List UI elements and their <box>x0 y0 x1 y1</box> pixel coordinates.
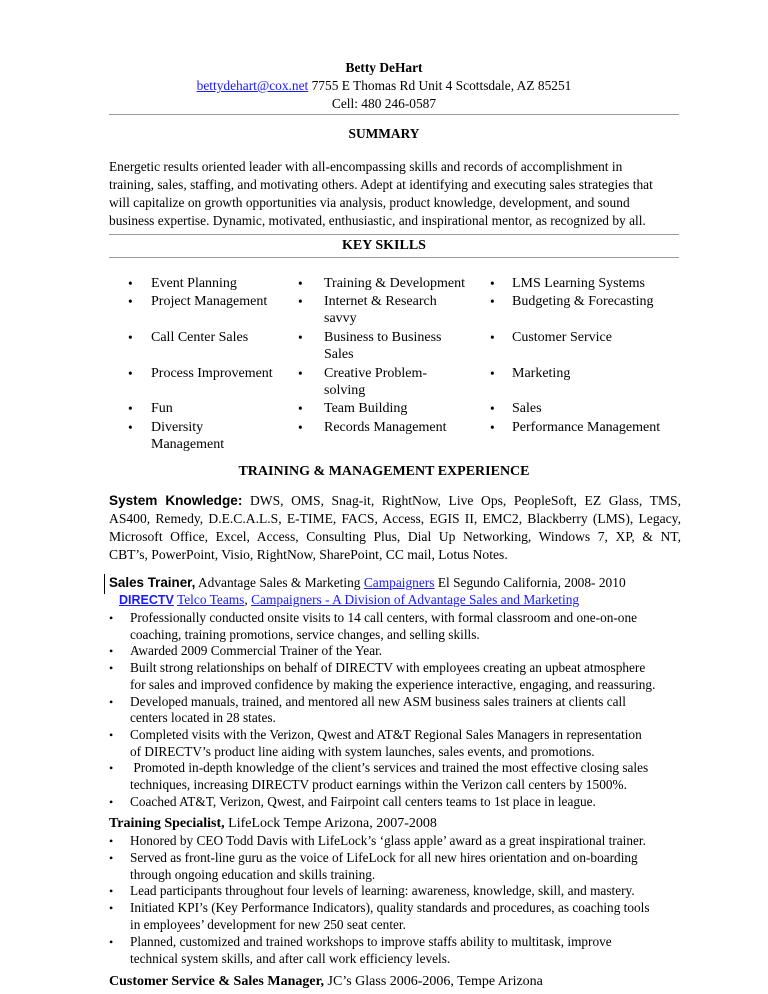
bullet-icon: • <box>109 850 114 865</box>
skill-item: Sales <box>324 347 354 362</box>
skill-bullet-icon: • <box>490 294 495 309</box>
training-specialist-title: Training Specialist, <box>109 816 225 831</box>
bullet-text: Honored by CEO Todd Davis with LifeLock’s ‘glass apple’ award as a great inspirational trainer. <box>130 833 646 848</box>
skill-item: Diversity <box>151 420 204 435</box>
key-skills-divider <box>109 257 679 258</box>
skill-item: savvy <box>324 311 357 326</box>
system-knowledge-line: Microsoft Office, Excel, Access, Consulting Plus, Dial Up Networking, Windows 7, XP, & NT, <box>109 529 681 544</box>
skill-item: Process Improvement <box>151 366 273 381</box>
bullet-text: Developed manuals, trained, and mentored all new ASM business sales trainers at clients call <box>130 693 626 709</box>
bullet-icon: • <box>109 661 114 676</box>
bullet-text: for sales and improved confidence by making the experience interactive, engaging, and reassuring. <box>130 676 656 692</box>
address-text: 7755 E Thomas Rd Unit 4 Scottsdale, AZ 85251 <box>311 78 572 93</box>
bullet-text: Coached AT&T, Verizon, Qwest, and Fairpoint call centers teams to 1st place in league. <box>130 793 596 809</box>
system-knowledge-line: CBT’s, PowerPoint, Visio, RightNow, SharePoint, CC mail, Lotus Notes. <box>109 547 508 562</box>
bullet-text: in employees’ development for new 250 seat center. <box>130 917 406 932</box>
change-bar <box>104 574 105 594</box>
skill-item: Sales <box>512 401 542 416</box>
bullet-text: Awarded 2009 Commercial Trainer of the Year. <box>130 643 383 659</box>
summary-line: Energetic results oriented leader with all-encompassing skills and records of accomplishment in <box>109 159 623 174</box>
skill-bullet-icon: • <box>128 420 133 435</box>
skill-item: solving <box>324 383 366 398</box>
skill-bullet-icon: • <box>298 366 303 381</box>
cell-phone: Cell: 480 246-0587 <box>331 96 437 111</box>
bullet-text: Professionally conducted onsite visits to 14 call centers, with formal classroom and one-on-one <box>130 610 638 625</box>
system-knowledge-label: System Knowledge: <box>109 493 243 508</box>
campaigners-division-link[interactable]: Campaigners - A Division of Advantage Sales and Marketing <box>251 592 580 607</box>
email-link[interactable]: bettydehart@cox.net <box>196 78 309 93</box>
system-knowledge-line: System Knowledge: DWS, OMS, Snag-it, RightNow, Live Ops, PeopleSoft, EZ Glass, TMS, <box>109 493 682 508</box>
bullet-text: through ongoing education and skills training. <box>130 866 376 882</box>
skill-bullet-icon: • <box>128 366 133 381</box>
summary-line: training, sales, staffing, and motivating others. Adept at identifying and executing sales strategies that <box>109 177 653 192</box>
system-knowledge-line: AS400, Remedy, D.E.C.A.L.S, E-TIME, FACS, Access, EGIS II, EMC2, Blackberry (LMS), Legacy, <box>109 511 681 526</box>
cs-manager-title-line: Customer Service & Sales Manager, JC’s Glass 2006-2006, Tempe Arizona <box>109 974 543 989</box>
bullet-icon: • <box>109 934 114 949</box>
bullet-text: Served as front-line guru as the voice of LifeLock for all new hires orientation and on-boarding <box>130 849 638 865</box>
skill-bullet-icon: • <box>128 276 133 291</box>
bullet-text: of DIRECTV’s product line aiding with system launches, sales events, and promotions. <box>130 743 595 759</box>
bullet-icon: • <box>109 884 114 899</box>
summary-line: business expertise. Dynamic, motivated, enthusiastic, and inspirational mentor, as recognized by all. <box>109 213 646 228</box>
sales-trainer-title: Sales Trainer, <box>109 575 196 590</box>
skill-bullet-icon: • <box>490 401 495 416</box>
skill-item: LMS Learning Systems <box>512 276 645 291</box>
bullet-icon: • <box>109 834 114 848</box>
skill-bullet-icon: • <box>128 401 133 416</box>
skill-bullet-icon: • <box>298 401 303 416</box>
skill-item: Business to Business <box>324 330 442 345</box>
summary-line: will capitalize on growth opportunities via analysis, product knowledge, development, and sound <box>109 195 630 210</box>
sales-trainer-title-line: Sales Trainer, Advantage Sales & Marketing Campaigners El Segundo California, 2008- 2010 <box>109 575 626 590</box>
contact-line <box>0 78 768 94</box>
bullet-text: Initiated KPI’s (Key Performance Indicators), quality standards and procedures, as coaching tools <box>130 900 650 916</box>
skill-bullet-icon: • <box>128 294 133 309</box>
system-knowledge <box>109 492 681 564</box>
skill-item: Internet & Research <box>324 294 437 309</box>
summary-divider <box>109 234 679 235</box>
bullet-text: technical system skills, and after call work efficiency levels. <box>130 950 451 966</box>
skill-bullet-icon: • <box>128 330 133 345</box>
skill-item: Project Management <box>151 294 268 309</box>
directv-link[interactable]: DIRECTV <box>119 593 174 607</box>
bullet-icon: • <box>109 694 114 709</box>
skill-item: Training & Development <box>324 276 466 291</box>
resume-name: Betty DeHart <box>345 60 423 75</box>
header-divider <box>109 114 679 115</box>
skill-item: Management <box>151 437 225 452</box>
bullet-text: Built strong relationships on behalf of DIRECTV with employees creating an upbeat atmosphere <box>130 660 646 676</box>
bullet-text: Planned, customized and trained workshops to improve staffs ability to multitask, improve <box>130 933 612 949</box>
skill-bullet-icon: • <box>298 420 303 435</box>
training-specialist-title-line: Training Specialist, LifeLock Tempe Arizona, 2007-2008 <box>109 816 437 831</box>
summary-heading: SUMMARY <box>348 126 420 141</box>
skill-item: Fun <box>151 401 173 416</box>
skill-bullet-icon: • <box>490 276 495 291</box>
telco-teams-link[interactable]: Telco Teams <box>176 592 245 607</box>
bullet-text: Completed visits with the Verizon, Qwest and AT&T Regional Sales Managers in representation <box>130 726 642 742</box>
sales-trainer-links-line: DIRECTV Telco Teams, Campaigners - A Division of Advantage Sales and Marketing <box>119 592 580 607</box>
cs-manager-title: Customer Service & Sales Manager, <box>109 974 325 989</box>
bullet-icon: • <box>109 794 114 809</box>
skill-item: Performance Management <box>512 420 661 435</box>
skill-bullet-icon: • <box>298 294 303 309</box>
bullet-text: centers located in 28 states. <box>130 710 276 726</box>
bullet-text: techniques, increasing DIRECTV product earnings within the Verizon call centers by 1500%. <box>130 777 627 792</box>
skill-item: Team Building <box>324 401 408 416</box>
skill-bullet-icon: • <box>490 330 495 345</box>
skill-item: Records Management <box>324 420 447 435</box>
bullet-icon: • <box>109 727 114 742</box>
skill-item: Customer Service <box>512 330 612 345</box>
skill-item: Event Planning <box>151 276 237 291</box>
skill-bullet-icon: • <box>490 420 495 435</box>
skill-item: Call Center Sales <box>151 330 249 345</box>
campaigners-link[interactable]: Campaigners <box>363 575 435 590</box>
bullet-text: Lead participants throughout four levels of learning: awareness, knowledge, skill, and mastery. <box>130 883 635 899</box>
bullet-icon: • <box>109 611 114 625</box>
key-skills-heading: KEY SKILLS <box>342 238 426 253</box>
bullet-icon: • <box>109 644 114 659</box>
bullet-text: coaching, training promotions, service changes, and selling skills. <box>130 626 480 642</box>
experience-heading: TRAINING & MANAGEMENT EXPERIENCE <box>238 464 530 479</box>
bullet-text: Promoted in-depth knowledge of the client’s services and trained the most effective closing sales <box>130 760 649 776</box>
skill-item: Budgeting & Forecasting <box>512 294 654 309</box>
summary-paragraph <box>109 158 681 230</box>
skill-bullet-icon: • <box>298 330 303 345</box>
skill-item: Creative Problem- <box>324 366 428 381</box>
bullet-icon: • <box>109 761 114 776</box>
skill-bullet-icon: • <box>490 366 495 381</box>
skill-item: Marketing <box>512 366 571 381</box>
skill-bullet-icon: • <box>298 276 303 291</box>
bullet-icon: • <box>109 901 114 916</box>
